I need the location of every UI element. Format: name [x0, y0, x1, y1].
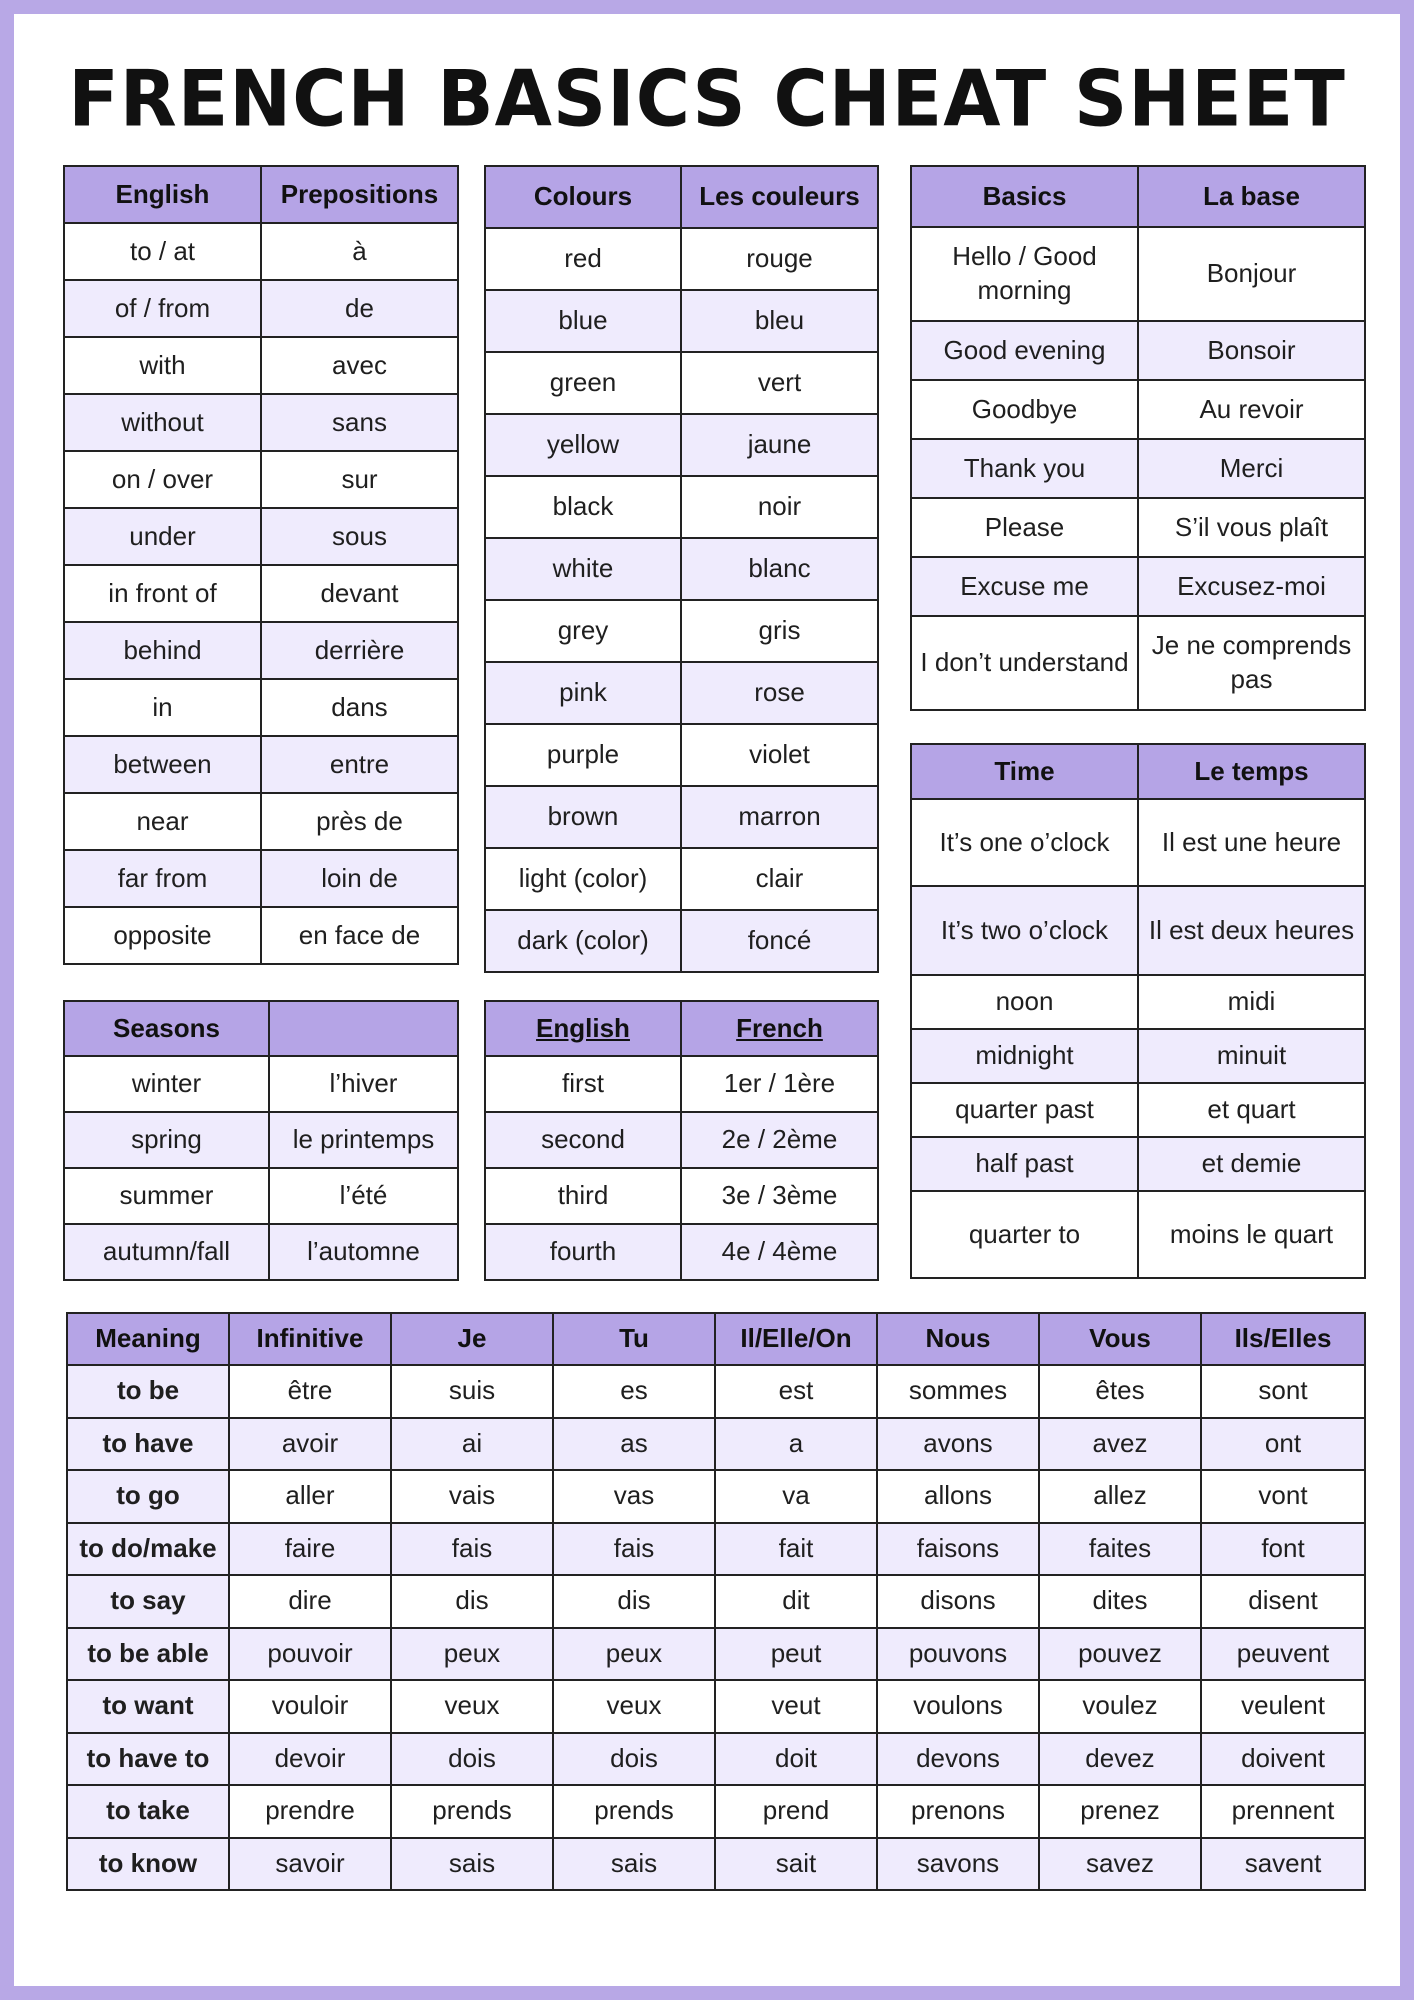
time-row	[911, 975, 1365, 1029]
colours-cell: rouge	[681, 228, 878, 290]
verbs-row	[67, 1628, 1365, 1681]
verbs-cell: sont	[1201, 1365, 1365, 1418]
seasons-cell: le printemps	[269, 1112, 458, 1168]
ordinals-cell: third	[485, 1168, 681, 1224]
time-cell: et demie	[1138, 1137, 1365, 1191]
verbs-cell: faisons	[877, 1523, 1039, 1576]
basics-cell: Bonsoir	[1138, 321, 1365, 380]
colours-row	[485, 662, 878, 724]
verbs-cell: êtes	[1039, 1365, 1201, 1418]
verbs-header-3: Tu	[553, 1313, 715, 1365]
colours-cell: bleu	[681, 290, 878, 352]
prepositions-cell: en face de	[261, 907, 458, 964]
time-cell: quarter to	[911, 1191, 1138, 1278]
prepositions-cell: avec	[261, 337, 458, 394]
basics-row	[911, 380, 1365, 439]
time-cell: midi	[1138, 975, 1365, 1029]
verbs-cell: dit	[715, 1575, 877, 1628]
verbs-cell: as	[553, 1418, 715, 1471]
basics-row	[911, 321, 1365, 380]
verbs-cell: to have to	[67, 1733, 229, 1786]
ordinals-row	[485, 1112, 878, 1168]
seasons-row	[64, 1224, 458, 1280]
seasons-cell: l’été	[269, 1168, 458, 1224]
prepositions-table	[63, 165, 459, 965]
basics-cell: Good evening	[911, 321, 1138, 380]
verbs-cell: avez	[1039, 1418, 1201, 1471]
prepositions-cell: de	[261, 280, 458, 337]
ordinals-cell: 3e / 3ème	[681, 1168, 878, 1224]
seasons-header-0: Seasons	[64, 1001, 269, 1056]
basics-table	[910, 165, 1366, 711]
verbs-cell: va	[715, 1470, 877, 1523]
colours-cell: green	[485, 352, 681, 414]
verbs-cell: avons	[877, 1418, 1039, 1471]
verbs-cell: prennent	[1201, 1785, 1365, 1838]
prepositions-row	[64, 850, 458, 907]
prepositions-row	[64, 793, 458, 850]
colours-cell: yellow	[485, 414, 681, 476]
ordinals-cell: fourth	[485, 1224, 681, 1280]
seasons-cell: l’automne	[269, 1224, 458, 1280]
seasons-cell: spring	[64, 1112, 269, 1168]
time-cell: It’s two o’clock	[911, 886, 1138, 975]
prepositions-cell: between	[64, 736, 261, 793]
prepositions-row	[64, 622, 458, 679]
prepositions-header-0: English	[64, 166, 261, 223]
verbs-cell: savez	[1039, 1838, 1201, 1891]
verbs-cell: to go	[67, 1470, 229, 1523]
prepositions-cell: devant	[261, 565, 458, 622]
verbs-cell: voulons	[877, 1680, 1039, 1733]
time-cell: minuit	[1138, 1029, 1365, 1083]
time-cell: et quart	[1138, 1083, 1365, 1137]
verbs-row	[67, 1733, 1365, 1786]
seasons-cell: winter	[64, 1056, 269, 1112]
verbs-cell: devez	[1039, 1733, 1201, 1786]
basics-row	[911, 616, 1365, 710]
basics-cell: Please	[911, 498, 1138, 557]
verbs-cell: devoir	[229, 1733, 391, 1786]
verbs-cell: fait	[715, 1523, 877, 1576]
prepositions-row	[64, 394, 458, 451]
verbs-cell: dois	[391, 1733, 553, 1786]
colours-row	[485, 538, 878, 600]
verbs-cell: peux	[391, 1628, 553, 1681]
colours-row	[485, 910, 878, 972]
verbs-cell: es	[553, 1365, 715, 1418]
colours-row	[485, 786, 878, 848]
colours-row	[485, 600, 878, 662]
verbs-cell: vas	[553, 1470, 715, 1523]
colours-cell: rose	[681, 662, 878, 724]
time-row	[911, 886, 1365, 975]
ordinals-header-1: French	[681, 1001, 878, 1056]
verbs-cell: avoir	[229, 1418, 391, 1471]
colours-cell: blue	[485, 290, 681, 352]
colours-cell: red	[485, 228, 681, 290]
colours-cell: marron	[681, 786, 878, 848]
verbs-cell: veux	[553, 1680, 715, 1733]
prepositions-row	[64, 451, 458, 508]
verbs-cell: voulez	[1039, 1680, 1201, 1733]
colours-row	[485, 476, 878, 538]
verbs-row	[67, 1470, 1365, 1523]
verbs-cell: to want	[67, 1680, 229, 1733]
ordinals-cell: 4e / 4ème	[681, 1224, 878, 1280]
verbs-cell: disons	[877, 1575, 1039, 1628]
verbs-cell: peux	[553, 1628, 715, 1681]
colours-cell: dark (color)	[485, 910, 681, 972]
colours-cell: white	[485, 538, 681, 600]
ordinals-cell: second	[485, 1112, 681, 1168]
colours-cell: black	[485, 476, 681, 538]
prepositions-cell: sous	[261, 508, 458, 565]
colours-row	[485, 228, 878, 290]
prepositions-cell: without	[64, 394, 261, 451]
colours-row	[485, 290, 878, 352]
colours-cell: clair	[681, 848, 878, 910]
verbs-cell: aller	[229, 1470, 391, 1523]
verbs-cell: est	[715, 1365, 877, 1418]
time-row	[911, 1137, 1365, 1191]
prepositions-cell: behind	[64, 622, 261, 679]
verbs-header-0: Meaning	[67, 1313, 229, 1365]
verbs-cell: dis	[553, 1575, 715, 1628]
verbs-cell: savoir	[229, 1838, 391, 1891]
verbs-row	[67, 1523, 1365, 1576]
basics-header-1: La base	[1138, 166, 1365, 227]
time-table	[910, 743, 1366, 1279]
colours-row	[485, 724, 878, 786]
basics-cell: Je ne comprends pas	[1138, 616, 1365, 710]
basics-cell: Goodbye	[911, 380, 1138, 439]
verbs-header-7: Ils/Elles	[1201, 1313, 1365, 1365]
verbs-row	[67, 1365, 1365, 1418]
verbs-cell: doit	[715, 1733, 877, 1786]
prepositions-cell: derrière	[261, 622, 458, 679]
time-cell: Il est deux heures	[1138, 886, 1365, 975]
time-cell: midnight	[911, 1029, 1138, 1083]
verbs-cell: to be able	[67, 1628, 229, 1681]
seasons-table	[63, 1000, 459, 1281]
prepositions-row	[64, 223, 458, 280]
colours-row	[485, 352, 878, 414]
seasons-cell: summer	[64, 1168, 269, 1224]
colours-header-0: Colours	[485, 166, 681, 228]
time-cell: quarter past	[911, 1083, 1138, 1137]
verbs-cell: veux	[391, 1680, 553, 1733]
verbs-header-5: Nous	[877, 1313, 1039, 1365]
verbs-cell: dois	[553, 1733, 715, 1786]
verbs-cell: vouloir	[229, 1680, 391, 1733]
time-header-1: Le temps	[1138, 744, 1365, 799]
colours-header-1: Les couleurs	[681, 166, 878, 228]
verbs-cell: prends	[391, 1785, 553, 1838]
seasons-row	[64, 1112, 458, 1168]
time-cell: half past	[911, 1137, 1138, 1191]
basics-cell: Thank you	[911, 439, 1138, 498]
verbs-header-4: Il/Elle/On	[715, 1313, 877, 1365]
seasons-cell: autumn/fall	[64, 1224, 269, 1280]
verbs-cell: allons	[877, 1470, 1039, 1523]
colours-cell: blanc	[681, 538, 878, 600]
time-row	[911, 1083, 1365, 1137]
ordinals-row	[485, 1224, 878, 1280]
verbs-cell: sommes	[877, 1365, 1039, 1418]
seasons-row	[64, 1056, 458, 1112]
colours-cell: jaune	[681, 414, 878, 476]
verbs-header-2: Je	[391, 1313, 553, 1365]
verbs-cell: ont	[1201, 1418, 1365, 1471]
colours-cell: grey	[485, 600, 681, 662]
prepositions-cell: of / from	[64, 280, 261, 337]
verbs-cell: sais	[391, 1838, 553, 1891]
basics-cell: Hello / Good morning	[911, 227, 1138, 321]
verbs-cell: pouvoir	[229, 1628, 391, 1681]
verbs-cell: savent	[1201, 1838, 1365, 1891]
verbs-cell: savons	[877, 1838, 1039, 1891]
verbs-cell: vais	[391, 1470, 553, 1523]
prepositions-cell: in front of	[64, 565, 261, 622]
colours-cell: purple	[485, 724, 681, 786]
basics-row	[911, 557, 1365, 616]
verbs-cell: allez	[1039, 1470, 1201, 1523]
seasons-cell: l’hiver	[269, 1056, 458, 1112]
verbs-cell: sait	[715, 1838, 877, 1891]
verb-conjugation-table	[66, 1312, 1366, 1891]
prepositions-cell: on / over	[64, 451, 261, 508]
verbs-cell: to have	[67, 1418, 229, 1471]
colours-cell: foncé	[681, 910, 878, 972]
colours-row	[485, 414, 878, 476]
colours-table	[484, 165, 879, 973]
ordinals-row	[485, 1056, 878, 1112]
ordinals-header-0: English	[485, 1001, 681, 1056]
colours-cell: vert	[681, 352, 878, 414]
ordinals-row	[485, 1168, 878, 1224]
verbs-cell: vont	[1201, 1470, 1365, 1523]
verbs-cell: dites	[1039, 1575, 1201, 1628]
prepositions-cell: under	[64, 508, 261, 565]
verbs-cell: prends	[553, 1785, 715, 1838]
verbs-cell: prenez	[1039, 1785, 1201, 1838]
prepositions-row	[64, 907, 458, 964]
prepositions-cell: sur	[261, 451, 458, 508]
time-row	[911, 1029, 1365, 1083]
verbs-cell: veut	[715, 1680, 877, 1733]
verbs-cell: to know	[67, 1838, 229, 1891]
prepositions-cell: loin de	[261, 850, 458, 907]
verbs-cell: pouvons	[877, 1628, 1039, 1681]
colours-cell: brown	[485, 786, 681, 848]
prepositions-row	[64, 679, 458, 736]
colours-cell: pink	[485, 662, 681, 724]
verbs-cell: to do/make	[67, 1523, 229, 1576]
verbs-cell: disent	[1201, 1575, 1365, 1628]
prepositions-cell: à	[261, 223, 458, 280]
page-title: FRENCH BASICS CHEAT SHEET	[68, 53, 1346, 145]
prepositions-row	[64, 508, 458, 565]
basics-header-0: Basics	[911, 166, 1138, 227]
verbs-cell: ai	[391, 1418, 553, 1471]
verbs-cell: faire	[229, 1523, 391, 1576]
prepositions-cell: in	[64, 679, 261, 736]
verbs-cell: to take	[67, 1785, 229, 1838]
ordinals-cell: 2e / 2ème	[681, 1112, 878, 1168]
verbs-cell: font	[1201, 1523, 1365, 1576]
colours-cell: gris	[681, 600, 878, 662]
ordinals-cell: first	[485, 1056, 681, 1112]
colours-cell: light (color)	[485, 848, 681, 910]
verbs-row	[67, 1575, 1365, 1628]
prepositions-cell: sans	[261, 394, 458, 451]
verbs-header-6: Vous	[1039, 1313, 1201, 1365]
time-cell: noon	[911, 975, 1138, 1029]
prepositions-cell: entre	[261, 736, 458, 793]
verbs-cell: prend	[715, 1785, 877, 1838]
prepositions-cell: far from	[64, 850, 261, 907]
verbs-row	[67, 1785, 1365, 1838]
prepositions-row	[64, 565, 458, 622]
verbs-cell: to be	[67, 1365, 229, 1418]
prepositions-row	[64, 337, 458, 394]
verbs-cell: suis	[391, 1365, 553, 1418]
prepositions-cell: dans	[261, 679, 458, 736]
prepositions-row	[64, 280, 458, 337]
verbs-cell: peut	[715, 1628, 877, 1681]
basics-cell: Merci	[1138, 439, 1365, 498]
verbs-cell: peuvent	[1201, 1628, 1365, 1681]
verbs-cell: prenons	[877, 1785, 1039, 1838]
verbs-cell: to say	[67, 1575, 229, 1628]
verbs-cell: a	[715, 1418, 877, 1471]
prepositions-cell: près de	[261, 793, 458, 850]
verbs-cell: dis	[391, 1575, 553, 1628]
basics-cell: I don’t understand	[911, 616, 1138, 710]
verbs-cell: doivent	[1201, 1733, 1365, 1786]
basics-row	[911, 498, 1365, 557]
verbs-header-1: Infinitive	[229, 1313, 391, 1365]
basics-cell: Bonjour	[1138, 227, 1365, 321]
prepositions-row	[64, 736, 458, 793]
colours-cell: violet	[681, 724, 878, 786]
verbs-cell: devons	[877, 1733, 1039, 1786]
prepositions-cell: opposite	[64, 907, 261, 964]
time-header-0: Time	[911, 744, 1138, 799]
time-cell: Il est une heure	[1138, 799, 1365, 886]
prepositions-cell: near	[64, 793, 261, 850]
verbs-cell: veulent	[1201, 1680, 1365, 1733]
prepositions-cell: to / at	[64, 223, 261, 280]
verbs-row	[67, 1680, 1365, 1733]
verbs-cell: être	[229, 1365, 391, 1418]
basics-row	[911, 227, 1365, 321]
seasons-row	[64, 1168, 458, 1224]
verbs-cell: dire	[229, 1575, 391, 1628]
ordinals-cell: 1er / 1ère	[681, 1056, 878, 1112]
colours-row	[485, 848, 878, 910]
time-row	[911, 1191, 1365, 1278]
basics-cell: Au revoir	[1138, 380, 1365, 439]
verbs-row	[67, 1838, 1365, 1891]
basics-cell: S’il vous plaît	[1138, 498, 1365, 557]
time-cell: moins le quart	[1138, 1191, 1365, 1278]
verbs-row	[67, 1418, 1365, 1471]
basics-cell: Excuse me	[911, 557, 1138, 616]
time-row	[911, 799, 1365, 886]
basics-row	[911, 439, 1365, 498]
ordinals-table	[484, 1000, 879, 1281]
verbs-cell: fais	[553, 1523, 715, 1576]
seasons-header-1	[269, 1001, 458, 1056]
verbs-cell: fais	[391, 1523, 553, 1576]
verbs-cell: prendre	[229, 1785, 391, 1838]
basics-cell: Excusez-moi	[1138, 557, 1365, 616]
colours-cell: noir	[681, 476, 878, 538]
verbs-cell: pouvez	[1039, 1628, 1201, 1681]
verbs-cell: faites	[1039, 1523, 1201, 1576]
time-cell: It’s one o’clock	[911, 799, 1138, 886]
prepositions-header-1: Prepositions	[261, 166, 458, 223]
verbs-cell: sais	[553, 1838, 715, 1891]
prepositions-cell: with	[64, 337, 261, 394]
